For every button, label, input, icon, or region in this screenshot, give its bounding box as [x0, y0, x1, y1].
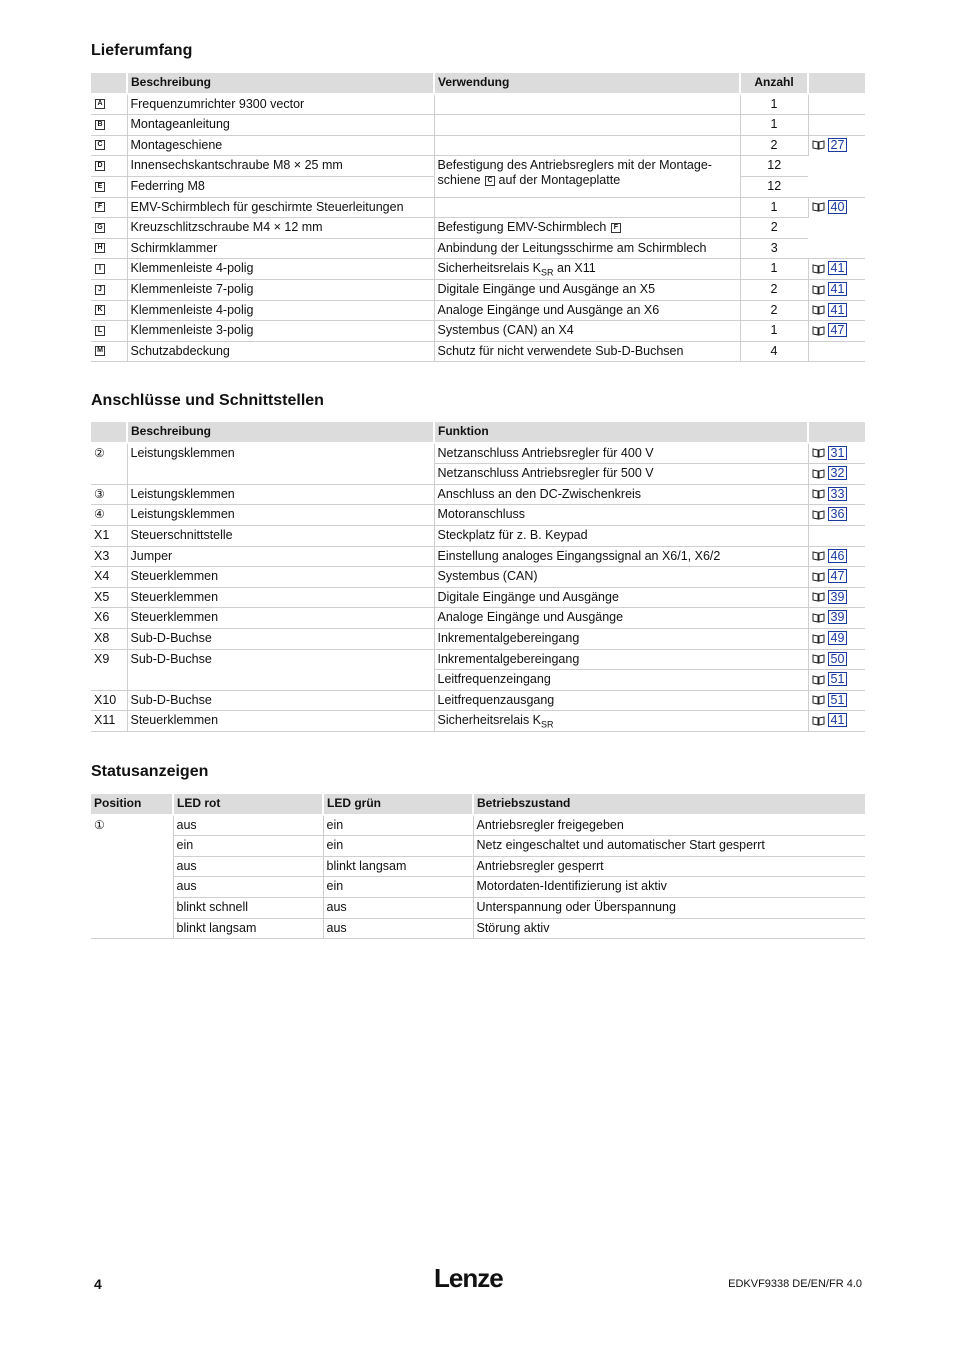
connection-function: Leitfrequenzausgang	[434, 690, 808, 711]
item-usage	[434, 135, 740, 156]
header-state: Betriebszustand	[473, 794, 865, 815]
led-red-value: blinkt langsam	[173, 918, 323, 939]
book-icon	[812, 592, 825, 602]
item-description: Schutzabdeckung	[127, 341, 434, 362]
table-header-row	[91, 422, 865, 443]
page-ref-link[interactable]: 47	[828, 323, 848, 337]
led-green-value: ein	[323, 877, 473, 898]
book-icon	[812, 326, 825, 336]
item-description: Federring M8	[127, 176, 434, 197]
item-usage: Befestigung des Antriebsreglers mit der Montage- schiene C auf der Montageplatte	[434, 156, 740, 197]
connections-table	[91, 422, 865, 732]
book-icon	[812, 140, 825, 150]
item-usage: Schutz für nicht verwendete Sub-D-Buchsen	[434, 341, 740, 362]
item-letter-tag: G	[95, 223, 105, 233]
status-position: ①	[91, 815, 173, 939]
item-letter-tag: I	[95, 264, 105, 274]
connection-position: X4	[91, 567, 127, 588]
led-green-value: aus	[323, 918, 473, 939]
item-quantity: 2	[740, 300, 808, 321]
item-description: Montageanleitung	[127, 115, 434, 136]
item-description: Klemmenleiste 4-polig	[127, 300, 434, 321]
table-header-row	[91, 73, 865, 94]
header-ref	[808, 422, 865, 443]
page-ref-link[interactable]: 40	[828, 200, 848, 214]
item-letter-tag: F	[611, 223, 621, 233]
table-row	[91, 608, 865, 629]
header-ref	[808, 73, 865, 94]
page-ref-cell	[808, 567, 865, 588]
book-icon	[812, 695, 825, 705]
item-letter-tag: C	[485, 176, 495, 186]
header-function: Funktion	[434, 422, 808, 443]
table-row	[91, 505, 865, 526]
item-letter-tag: K	[95, 305, 105, 315]
table-header-row	[91, 794, 865, 815]
item-quantity: 2	[740, 218, 808, 239]
page-ref-link[interactable]: 51	[828, 672, 848, 686]
item-letter-tag: M	[95, 346, 105, 356]
item-id-cell	[91, 197, 127, 218]
item-usage: Systembus (CAN) an X4	[434, 321, 740, 342]
table-row	[91, 484, 865, 505]
item-usage: Befestigung EMV-Schirmblech F	[434, 218, 740, 239]
connection-description: Leistungsklemmen	[127, 443, 434, 485]
connection-position: ③	[91, 484, 127, 505]
header-quantity: Anzahl	[740, 73, 808, 94]
table-row	[91, 156, 865, 177]
page-ref-cell	[808, 587, 865, 608]
lenze-logo	[434, 1264, 514, 1297]
book-icon	[812, 510, 825, 520]
header-blank	[91, 73, 127, 94]
operating-state: Netz eingeschaltet und automatischer Start gesperrt	[473, 836, 865, 857]
page-ref-cell	[808, 690, 865, 711]
item-usage: Analoge Eingänge und Ausgänge an X6	[434, 300, 740, 321]
page-ref-cell	[808, 464, 865, 485]
section-title-status: Statusanzeigen	[91, 763, 209, 780]
table-row	[91, 856, 865, 877]
connection-position: X5	[91, 587, 127, 608]
item-letter-tag: E	[95, 182, 105, 192]
table-row	[91, 711, 865, 732]
item-quantity: 1	[740, 321, 808, 342]
book-icon	[812, 572, 825, 582]
item-usage: Anbindung der Leitungsschirme am Schirmblech	[434, 238, 740, 259]
item-letter-tag: C	[95, 140, 105, 150]
page-ref-link[interactable]: 27	[828, 138, 848, 152]
connection-function: Inkrementalgebereingang	[434, 628, 808, 649]
book-icon	[812, 448, 825, 458]
item-usage: Digitale Eingänge und Ausgänge an X5	[434, 279, 740, 300]
item-usage	[434, 115, 740, 136]
page-ref-link[interactable]: 50	[828, 652, 848, 666]
item-description: Frequenzumrichter 9300 vector	[127, 94, 434, 115]
connection-position: ②	[91, 443, 127, 485]
connection-position: X3	[91, 546, 127, 567]
led-red-value: ein	[173, 836, 323, 857]
item-letter-tag: L	[95, 326, 105, 336]
page-ref-cell	[808, 259, 865, 280]
page-ref-cell	[808, 505, 865, 526]
led-green-value: ein	[323, 836, 473, 857]
connection-description: Steuerklemmen	[127, 587, 434, 608]
page-ref-cell	[808, 197, 865, 259]
item-letter-tag: D	[95, 161, 105, 171]
led-green-value: ein	[323, 815, 473, 836]
page-ref-cell	[808, 525, 865, 546]
book-icon	[812, 654, 825, 664]
page-ref-link[interactable]: 33	[828, 487, 848, 501]
table-row	[91, 649, 865, 670]
item-description: Klemmenleiste 7-polig	[127, 279, 434, 300]
page-ref-link[interactable]: 41	[828, 261, 848, 275]
table-row	[91, 238, 865, 259]
led-green-value: blinkt langsam	[323, 856, 473, 877]
header-description: Beschreibung	[127, 422, 434, 443]
page-ref-cell	[808, 546, 865, 567]
connection-function: Digitale Eingänge und Ausgänge	[434, 587, 808, 608]
book-icon	[812, 285, 825, 295]
table-row	[91, 918, 865, 939]
connection-description: Sub-D-Buchse	[127, 649, 434, 690]
table-row	[91, 877, 865, 898]
table-row	[91, 197, 865, 218]
table-row	[91, 628, 865, 649]
connection-position: ④	[91, 505, 127, 526]
table-row	[91, 321, 865, 342]
book-icon	[812, 675, 825, 685]
item-usage: Sicherheitsrelais $K_{SR}$ an X11	[434, 259, 740, 280]
table-row	[91, 135, 865, 156]
page-ref-cell	[808, 628, 865, 649]
item-quantity: 1	[740, 94, 808, 115]
page-ref-link[interactable]: 41	[828, 303, 848, 317]
table-row	[91, 690, 865, 711]
table-row	[91, 279, 865, 300]
connection-function: Leitfrequenzeingang	[434, 670, 808, 691]
item-id-cell	[91, 300, 127, 321]
page-ref-cell	[808, 94, 865, 115]
item-letter-tag: F	[95, 202, 105, 212]
page-ref-cell	[808, 608, 865, 629]
page-ref-cell	[808, 670, 865, 691]
table-row	[91, 815, 865, 836]
status-table	[91, 794, 865, 939]
book-icon	[812, 613, 825, 623]
item-id-cell	[91, 321, 127, 342]
table-row	[91, 567, 865, 588]
page-ref-link[interactable]: 51	[828, 693, 848, 707]
header-description: Beschreibung	[127, 73, 434, 94]
connection-description: Jumper	[127, 546, 434, 567]
item-id-cell	[91, 279, 127, 300]
operating-state: Störung aktiv	[473, 918, 865, 939]
page-ref-link[interactable]: 47	[828, 569, 848, 583]
connection-description: Steuerklemmen	[127, 711, 434, 732]
table-row	[91, 546, 865, 567]
page-ref-link[interactable]: 39	[828, 610, 848, 624]
connection-description: Steuerklemmen	[127, 567, 434, 588]
table-row	[91, 587, 865, 608]
item-letter-tag: B	[95, 120, 105, 130]
section-title-connections: Anschlüsse und Schnittstellen	[91, 392, 324, 409]
connection-function: Analoge Eingänge und Ausgänge	[434, 608, 808, 629]
connection-function: Einstellung analoges Eingangssignal an X6/1, X6/2	[434, 546, 808, 567]
item-description: EMV-Schirmblech für geschirmte Steuerleitungen	[127, 197, 434, 218]
connection-position: X8	[91, 628, 127, 649]
book-icon	[812, 469, 825, 479]
item-quantity: 1	[740, 115, 808, 136]
svg-text:Lenze: Lenze	[434, 1264, 503, 1292]
item-description: Klemmenleiste 3-polig	[127, 321, 434, 342]
table-row	[91, 94, 865, 115]
page-ref-cell	[808, 279, 865, 300]
item-letter-tag: H	[95, 243, 105, 253]
connection-function: Steckplatz für z. B. Keypad	[434, 525, 808, 546]
item-id-cell	[91, 94, 127, 115]
page-ref-link[interactable]: 46	[828, 549, 848, 563]
connection-position: X1	[91, 525, 127, 546]
connection-function: Sicherheitsrelais $K_{SR}$	[434, 711, 808, 732]
table-row	[91, 897, 865, 918]
led-red-value: aus	[173, 815, 323, 836]
book-icon	[812, 489, 825, 499]
item-quantity: 12	[740, 176, 808, 197]
connection-position: X9	[91, 649, 127, 690]
connection-position: X10	[91, 690, 127, 711]
connection-description: Leistungsklemmen	[127, 484, 434, 505]
book-icon	[812, 551, 825, 561]
connection-position: X11	[91, 711, 127, 732]
document-id: EDKVF9338 DE/EN/FR 4.0	[728, 1278, 862, 1290]
item-id-cell	[91, 259, 127, 280]
page-ref-cell	[808, 321, 865, 342]
item-description: Kreuzschlitzschraube M4 × 12 mm	[127, 218, 434, 239]
connection-description: Leistungsklemmen	[127, 505, 434, 526]
item-description: Montageschiene	[127, 135, 434, 156]
page-ref-link[interactable]: 36	[828, 507, 848, 521]
table-row	[91, 259, 865, 280]
led-red-value: aus	[173, 856, 323, 877]
item-id-cell	[91, 135, 127, 156]
item-usage	[434, 197, 740, 218]
item-letter-tag: J	[95, 285, 105, 295]
item-id-cell	[91, 156, 127, 177]
item-id-cell	[91, 176, 127, 197]
header-position: Position	[91, 794, 173, 815]
item-description: Schirmklammer	[127, 238, 434, 259]
item-description: Klemmenleiste 4-polig	[127, 259, 434, 280]
page-ref-cell	[808, 115, 865, 136]
page-ref-cell	[808, 135, 865, 197]
item-quantity: 3	[740, 238, 808, 259]
page-ref-cell	[808, 443, 865, 464]
operating-state: Antriebsregler freigegeben	[473, 815, 865, 836]
item-quantity: 1	[740, 197, 808, 218]
table-row	[91, 115, 865, 136]
page-ref-cell	[808, 300, 865, 321]
connection-function: Inkrementalgebereingang	[434, 649, 808, 670]
book-icon	[812, 202, 825, 212]
operating-state: Unterspannung oder Überspannung	[473, 897, 865, 918]
connection-position: X6	[91, 608, 127, 629]
page-ref-link[interactable]: 31	[828, 446, 848, 460]
table-row	[91, 341, 865, 362]
page-ref-cell	[808, 341, 865, 362]
connection-function: Motoranschluss	[434, 505, 808, 526]
item-letter-tag: A	[95, 99, 105, 109]
item-quantity: 1	[740, 259, 808, 280]
item-usage	[434, 94, 740, 115]
connection-description: Steuerschnittstelle	[127, 525, 434, 546]
page-ref-cell	[808, 711, 865, 732]
header-led-red: LED rot	[173, 794, 323, 815]
item-quantity: 12	[740, 156, 808, 177]
delivery-table	[91, 73, 865, 362]
operating-state: Antriebsregler gesperrt	[473, 856, 865, 877]
connection-function: Netzanschluss Antriebsregler für 400 V	[434, 443, 808, 464]
item-quantity: 2	[740, 135, 808, 156]
book-icon	[812, 305, 825, 315]
page-ref-link[interactable]: 49	[828, 631, 848, 645]
table-row	[91, 300, 865, 321]
connection-description: Steuerklemmen	[127, 608, 434, 629]
item-id-cell	[91, 341, 127, 362]
page-ref-cell	[808, 484, 865, 505]
section-title-delivery: Lieferumfang	[91, 42, 193, 59]
header-led-green: LED grün	[323, 794, 473, 815]
led-red-value: blinkt schnell	[173, 897, 323, 918]
page-ref-link[interactable]: 39	[828, 590, 848, 604]
operating-state: Motordaten-Identifizierung ist aktiv	[473, 877, 865, 898]
item-id-cell	[91, 238, 127, 259]
led-red-value: aus	[173, 877, 323, 898]
connection-function: Netzanschluss Antriebsregler für 500 V	[434, 464, 808, 485]
connection-description: Sub-D-Buchse	[127, 690, 434, 711]
table-row	[91, 218, 865, 239]
page-number: 4	[94, 1276, 102, 1292]
page-ref-link[interactable]: 32	[828, 466, 848, 480]
connection-function: Anschluss an den DC-Zwischenkreis	[434, 484, 808, 505]
page-ref-link[interactable]: 41	[828, 713, 848, 727]
led-green-value: aus	[323, 897, 473, 918]
table-row	[91, 525, 865, 546]
table-row	[91, 836, 865, 857]
item-quantity: 2	[740, 279, 808, 300]
table-row	[91, 443, 865, 464]
book-icon	[812, 716, 825, 726]
item-id-cell	[91, 218, 127, 239]
connection-function: Systembus (CAN)	[434, 567, 808, 588]
header-usage: Verwendung	[434, 73, 740, 94]
header-blank	[91, 422, 127, 443]
item-quantity: 4	[740, 341, 808, 362]
item-description: Innensechskantschraube M8 × 25 mm	[127, 156, 434, 177]
connection-description: Sub-D-Buchse	[127, 628, 434, 649]
page-ref-cell	[808, 649, 865, 670]
book-icon	[812, 264, 825, 274]
page-ref-link[interactable]: 41	[828, 282, 848, 296]
book-icon	[812, 634, 825, 644]
item-id-cell	[91, 115, 127, 136]
